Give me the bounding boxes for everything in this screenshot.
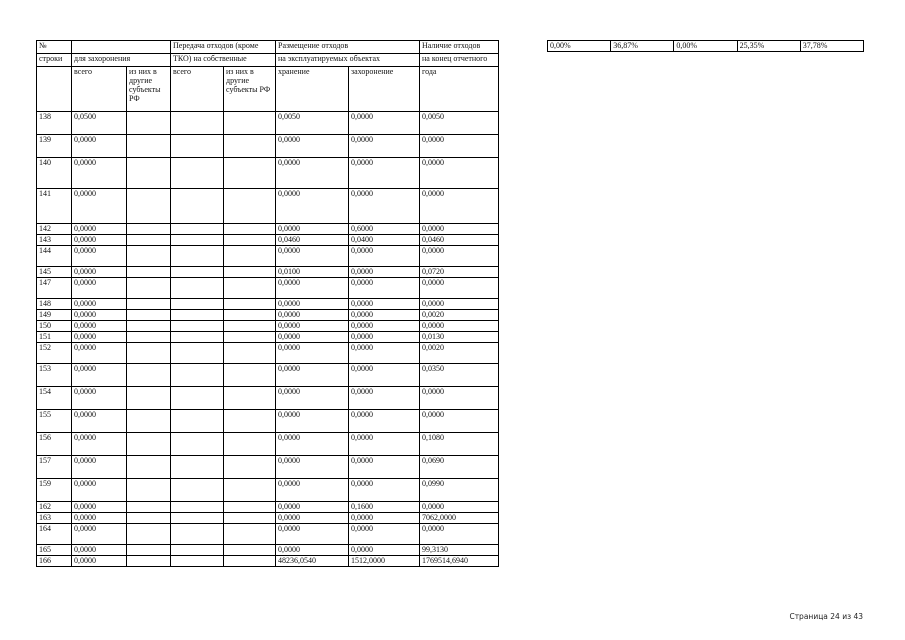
value-cell: 0,0000	[72, 364, 127, 387]
percent-cell: 36,87%	[611, 41, 674, 52]
value-cell	[127, 224, 171, 235]
value-cell	[127, 524, 171, 545]
value-cell: 0,0000	[72, 135, 127, 158]
value-cell: 0,0000	[276, 545, 349, 556]
header-cell: на эксплуатируемых объектах	[276, 54, 420, 67]
value-cell: 0,0000	[349, 343, 420, 364]
percent-cell: 25,35%	[737, 41, 800, 52]
value-cell	[127, 556, 171, 567]
header-cell: из них в другие субъекты РФ	[224, 67, 276, 112]
value-cell	[127, 246, 171, 267]
value-cell	[224, 556, 276, 567]
value-cell: 0,0000	[276, 343, 349, 364]
value-cell: 0,0000	[349, 278, 420, 299]
value-cell: 0,0000	[276, 479, 349, 502]
row-number-cell: 155	[37, 410, 72, 433]
row-number-cell: 165	[37, 545, 72, 556]
value-cell: 0,0000	[420, 299, 499, 310]
value-cell	[171, 556, 224, 567]
value-cell: 0,0000	[276, 502, 349, 513]
header-cell: Передача отходов (кроме	[171, 41, 276, 54]
table-row	[37, 556, 499, 567]
value-cell	[127, 502, 171, 513]
table-row	[37, 343, 499, 364]
value-cell: 0,0100	[276, 267, 349, 278]
value-cell: 0,0990	[420, 479, 499, 502]
row-number-cell: 144	[37, 246, 72, 267]
value-cell: 0,0000	[349, 364, 420, 387]
value-cell	[171, 310, 224, 321]
value-cell: 0,0460	[420, 235, 499, 246]
value-cell: 0,0000	[72, 332, 127, 343]
value-cell: 48236,0540	[276, 556, 349, 567]
header-cell: ТКО) на собственные	[171, 54, 276, 67]
value-cell: 0,0460	[276, 235, 349, 246]
value-cell: 0,0000	[72, 343, 127, 364]
row-number-cell: 142	[37, 224, 72, 235]
value-cell: 0,0000	[349, 433, 420, 456]
header-cell: №	[37, 41, 72, 54]
value-cell	[224, 224, 276, 235]
value-cell	[127, 310, 171, 321]
value-cell: 0,0000	[420, 410, 499, 433]
value-cell: 0,0000	[349, 158, 420, 189]
value-cell: 0,0000	[276, 456, 349, 479]
value-cell	[171, 364, 224, 387]
value-cell	[171, 112, 224, 135]
value-cell	[224, 278, 276, 299]
value-cell: 0,0000	[72, 158, 127, 189]
value-cell: 0,0000	[72, 410, 127, 433]
table-row	[37, 479, 499, 502]
value-cell: 0,0000	[276, 310, 349, 321]
header-cell: из них в другие субъекты РФ	[127, 67, 171, 112]
value-cell: 0,0000	[420, 502, 499, 513]
header-cell	[72, 41, 171, 54]
value-cell: 0,0000	[276, 364, 349, 387]
value-cell	[127, 332, 171, 343]
value-cell: 0,0000	[349, 246, 420, 267]
value-cell	[171, 433, 224, 456]
row-number-cell: 163	[37, 513, 72, 524]
value-cell: 0,0000	[276, 189, 349, 224]
value-cell: 0,0130	[420, 332, 499, 343]
value-cell: 0,0000	[420, 524, 499, 545]
value-cell: 0,0000	[72, 246, 127, 267]
table-row	[37, 189, 499, 224]
value-cell	[127, 158, 171, 189]
value-cell	[224, 502, 276, 513]
row-number-cell: 159	[37, 479, 72, 502]
table-row	[37, 332, 499, 343]
value-cell	[127, 189, 171, 224]
value-cell: 0,0000	[420, 135, 499, 158]
value-cell: 0,0500	[72, 112, 127, 135]
value-cell: 0,0000	[420, 189, 499, 224]
value-cell	[171, 513, 224, 524]
header-cell: года	[420, 67, 499, 112]
value-cell: 0,0000	[72, 224, 127, 235]
value-cell	[171, 267, 224, 278]
value-cell	[127, 479, 171, 502]
page-number: Страница 24 из 43	[789, 612, 863, 621]
table-row	[37, 387, 499, 410]
value-cell: 0,0000	[349, 321, 420, 332]
value-cell: 7062,0000	[420, 513, 499, 524]
value-cell: 0,0000	[276, 299, 349, 310]
value-cell	[171, 343, 224, 364]
row-number-cell: 156	[37, 433, 72, 456]
value-cell	[224, 112, 276, 135]
value-cell: 0,0000	[349, 545, 420, 556]
value-cell: 0,0000	[349, 310, 420, 321]
row-number-cell: 151	[37, 332, 72, 343]
row-number-cell: 148	[37, 299, 72, 310]
value-cell	[224, 267, 276, 278]
row-number-cell: 157	[37, 456, 72, 479]
percent-cell: 0,00%	[548, 41, 611, 52]
value-cell	[224, 135, 276, 158]
row-number-cell: 162	[37, 502, 72, 513]
table-row	[37, 513, 499, 524]
value-cell: 0,0000	[276, 321, 349, 332]
value-cell: 0,0000	[72, 545, 127, 556]
table-row	[37, 278, 499, 299]
value-cell: 0,0000	[349, 332, 420, 343]
row-number-cell: 166	[37, 556, 72, 567]
value-cell: 0,0000	[72, 556, 127, 567]
value-cell: 0,0000	[276, 135, 349, 158]
value-cell: 0,0000	[349, 387, 420, 410]
value-cell: 0,0000	[72, 235, 127, 246]
value-cell	[171, 189, 224, 224]
value-cell: 0,0400	[349, 235, 420, 246]
table-row	[37, 502, 499, 513]
value-cell	[224, 235, 276, 246]
percent-cell: 37,78%	[800, 41, 863, 52]
value-cell	[127, 299, 171, 310]
value-cell	[171, 224, 224, 235]
header-cell: хранение	[276, 67, 349, 112]
value-cell	[224, 545, 276, 556]
row-number-cell: 139	[37, 135, 72, 158]
value-cell: 0,6000	[349, 224, 420, 235]
value-cell: 1512,0000	[349, 556, 420, 567]
header-cell: захоронение	[349, 67, 420, 112]
value-cell: 0,0000	[276, 278, 349, 299]
value-cell: 0,0050	[276, 112, 349, 135]
value-cell	[171, 278, 224, 299]
value-cell: 0,0000	[276, 410, 349, 433]
value-cell	[127, 112, 171, 135]
value-cell: 0,0000	[420, 246, 499, 267]
value-cell: 0,0000	[72, 433, 127, 456]
value-cell: 0,0000	[349, 524, 420, 545]
value-cell: 0,0000	[72, 387, 127, 410]
table-row	[37, 545, 499, 556]
row-number-cell: 152	[37, 343, 72, 364]
header-cell: всего	[171, 67, 224, 112]
value-cell	[224, 524, 276, 545]
value-cell: 0,0000	[349, 189, 420, 224]
table-row	[37, 112, 499, 135]
value-cell	[171, 387, 224, 410]
row-number-cell: 154	[37, 387, 72, 410]
value-cell: 0,0000	[276, 332, 349, 343]
value-cell	[127, 545, 171, 556]
value-cell: 0,0000	[72, 479, 127, 502]
table-row	[37, 299, 499, 310]
value-cell	[224, 246, 276, 267]
value-cell: 0,0000	[349, 513, 420, 524]
value-cell	[171, 410, 224, 433]
value-cell: 0,0000	[72, 278, 127, 299]
value-cell: 0,0000	[349, 112, 420, 135]
value-cell	[171, 502, 224, 513]
value-cell	[127, 267, 171, 278]
table-row	[37, 267, 499, 278]
value-cell: 0,0000	[72, 299, 127, 310]
row-number-cell: 145	[37, 267, 72, 278]
value-cell: 0,0000	[276, 158, 349, 189]
value-cell	[171, 545, 224, 556]
value-cell: 0,0000	[276, 246, 349, 267]
value-cell: 0,0000	[276, 224, 349, 235]
value-cell: 0,1080	[420, 433, 499, 456]
value-cell: 0,0000	[420, 321, 499, 332]
value-cell	[127, 364, 171, 387]
value-cell: 0,0000	[72, 310, 127, 321]
value-cell: 0,1600	[349, 502, 420, 513]
table-row	[37, 158, 499, 189]
value-cell: 0,0000	[349, 479, 420, 502]
value-cell	[127, 278, 171, 299]
value-cell	[171, 299, 224, 310]
value-cell	[127, 410, 171, 433]
value-cell	[127, 135, 171, 158]
row-number-cell: 140	[37, 158, 72, 189]
row-number-cell: 147	[37, 278, 72, 299]
value-cell: 0,0000	[72, 189, 127, 224]
value-cell: 0,0000	[276, 513, 349, 524]
table-row	[37, 135, 499, 158]
header-cell: на конец отчетного	[420, 54, 499, 67]
header-cell: строки	[37, 54, 72, 67]
percent-cell: 0,00%	[674, 41, 737, 52]
header-cell	[37, 67, 72, 112]
value-cell	[224, 479, 276, 502]
row-number-cell: 153	[37, 364, 72, 387]
value-cell: 0,0000	[349, 410, 420, 433]
value-cell: 0,0020	[420, 343, 499, 364]
value-cell	[127, 456, 171, 479]
value-cell: 0,0000	[72, 321, 127, 332]
value-cell	[171, 479, 224, 502]
value-cell	[224, 410, 276, 433]
table-row	[37, 321, 499, 332]
table-row	[37, 310, 499, 321]
header-cell: для захоронения	[72, 54, 171, 67]
value-cell: 0,0000	[276, 524, 349, 545]
value-cell	[224, 364, 276, 387]
value-cell	[127, 343, 171, 364]
row-number-cell: 143	[37, 235, 72, 246]
value-cell: 99,3130	[420, 545, 499, 556]
value-cell: 0,0000	[276, 433, 349, 456]
value-cell: 0,0690	[420, 456, 499, 479]
value-cell	[224, 513, 276, 524]
value-cell	[171, 158, 224, 189]
value-cell	[127, 387, 171, 410]
row-number-cell: 141	[37, 189, 72, 224]
table-row	[37, 410, 499, 433]
value-cell: 0,0000	[72, 456, 127, 479]
value-cell: 0,0000	[349, 267, 420, 278]
header-cell: всего	[72, 67, 127, 112]
value-cell	[224, 310, 276, 321]
value-cell	[224, 343, 276, 364]
value-cell: 0,0000	[420, 224, 499, 235]
value-cell: 0,0000	[349, 299, 420, 310]
value-cell: 0,0000	[420, 158, 499, 189]
value-cell: 0,0720	[420, 267, 499, 278]
header-cell: Размещение отходов	[276, 41, 420, 54]
value-cell: 0,0050	[420, 112, 499, 135]
value-cell	[171, 332, 224, 343]
table-row	[37, 235, 499, 246]
table-row	[37, 433, 499, 456]
value-cell	[171, 135, 224, 158]
value-cell	[224, 158, 276, 189]
row-number-cell: 164	[37, 524, 72, 545]
value-cell	[171, 321, 224, 332]
value-cell	[171, 246, 224, 267]
value-cell: 0,0000	[72, 524, 127, 545]
row-number-cell: 149	[37, 310, 72, 321]
percentage-table	[547, 40, 864, 52]
table-row	[37, 364, 499, 387]
value-cell: 0,0000	[349, 456, 420, 479]
value-cell: 1769514,6940	[420, 556, 499, 567]
table-row	[37, 224, 499, 235]
value-cell: 0,0350	[420, 364, 499, 387]
value-cell	[127, 235, 171, 246]
value-cell	[224, 433, 276, 456]
value-cell: 0,0000	[420, 278, 499, 299]
value-cell: 0,0000	[72, 267, 127, 278]
value-cell	[127, 321, 171, 332]
row-number-cell: 150	[37, 321, 72, 332]
value-cell: 0,0000	[420, 387, 499, 410]
value-cell	[224, 321, 276, 332]
table-row	[37, 246, 499, 267]
value-cell	[171, 235, 224, 246]
value-cell	[224, 299, 276, 310]
value-cell	[171, 524, 224, 545]
value-cell	[224, 387, 276, 410]
value-cell	[224, 189, 276, 224]
value-cell: 0,0020	[420, 310, 499, 321]
header-cell: Наличие отходов	[420, 41, 499, 54]
value-cell	[224, 456, 276, 479]
value-cell	[171, 456, 224, 479]
value-cell	[127, 513, 171, 524]
table-row	[37, 456, 499, 479]
row-number-cell: 138	[37, 112, 72, 135]
table-row	[37, 524, 499, 545]
waste-data-table	[36, 40, 499, 567]
value-cell	[127, 433, 171, 456]
value-cell: 0,0000	[276, 387, 349, 410]
value-cell	[224, 332, 276, 343]
value-cell: 0,0000	[72, 502, 127, 513]
value-cell: 0,0000	[349, 135, 420, 158]
value-cell: 0,0000	[72, 513, 127, 524]
